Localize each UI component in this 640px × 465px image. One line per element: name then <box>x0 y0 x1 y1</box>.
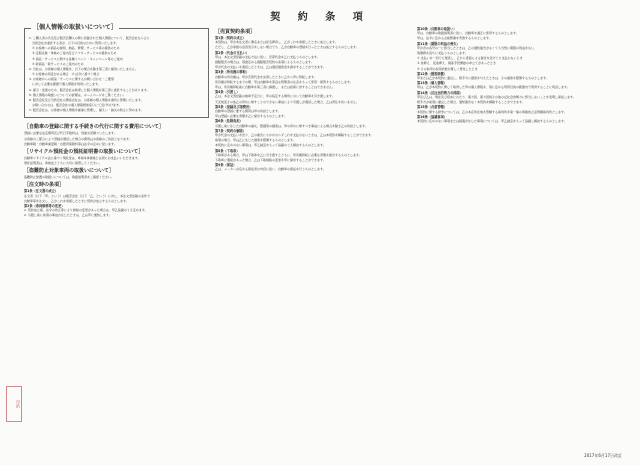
article-line: 甲は登録に必要な書類を乙に提出するものとします。 <box>215 114 287 119</box>
section-line: お客様のご都合により登録が遅延した場合の費用はお客様のご負担となります。 <box>24 136 132 141</box>
section-line: 登録に必要な法定費用及び代行手数料は、別途お見積りいたします。 <box>24 131 117 136</box>
section-heading: ［自動車の登録に関する手続きの代行に関する費用について］ <box>24 124 164 131</box>
article-line: 甲は、法令に定める点検整備を実施するものとします。 <box>417 36 492 41</box>
article-line: ① 支払いを一回でも遅延し、乙から書面による催告を受けても支払わないとき <box>417 56 523 61</box>
privacy-line: ① お客様への商品の説明、納品、修理、サービス等の提供のため <box>29 46 120 51</box>
article-line: 割賦販売の場合は、別途定める割賦販売契約の条項によるものとします。 <box>215 60 314 65</box>
article-line: 甲が次の各号の一に該当したときは、乙の通知催告がなくても当然に期限の利益を失い、 <box>417 45 538 50</box>
privacy-line: 5. 個人情報の取扱いについての詳細は、ホームページをご覧ください。 <box>29 92 126 97</box>
article-title: 第1条（契約の成立） <box>215 36 246 40</box>
privacy-line: ① お客様の同意がある場合 ② 法令に基づく場合 <box>29 72 100 77</box>
page-title: 契 約 条 項 <box>270 12 370 23</box>
article-line: 自動車の登録に要する費用は甲の負担とします。 <box>215 109 281 114</box>
article-line: 残債務を直ちに支払うものとします。 <box>417 51 468 56</box>
article-line: 1. 契約成立後、法令の改正等により価格の変更があった場合は、甲乙協議のうえ定めます。 <box>24 208 148 213</box>
revenue-stamp-box: 印紙 <box>6 386 22 422</box>
article-line: 甲及び乙は、現在及び将来にわたり、暴力団、暴力団員その他の反社会的勢力に該当しないことを表明し保証します。 <box>417 94 576 99</box>
section-line: 自動車税・自動車重量税・自賠責保険料等は法令の定めに従います。 <box>24 141 117 146</box>
privacy-line: 7. 販売会社は、お客様の個人情報を厳重に管理し、漏えい・滅失の防止に努めます。 <box>29 108 144 113</box>
middle-sections <box>215 29 410 172</box>
section-line: 自動車リサイクル法に基づく預託金は、車両本体価格とは別にお支払いいただきます。 <box>24 155 141 160</box>
article-line: 甲または乙が本契約に違反し、相手方に損害を与えたときは、その損害を賠償するものとします。 <box>417 75 549 80</box>
privacy-line: 2. 当社は、お客様の個人情報を、以下の場合を除き第三者に提供いたしません。 <box>29 66 138 71</box>
article-line: 甲は、本注文書記載の支払方法に従い、売買代金を乙に支払うものとします。 <box>215 54 320 59</box>
left-column <box>24 24 209 219</box>
article-line: 乙は、本注文書記載の納車予定日に、甲の指定する場所において自動車を引き渡します。 <box>215 94 335 99</box>
privacy-line: 6. 販売会社及び当該会社の関係会社は、お客様の個人情報を適切に管理いたします。 <box>29 97 144 102</box>
article-line: ② 差押え、仮差押え、破産手続開始の申立てがあったとき <box>417 61 496 66</box>
privacy-box <box>24 24 209 118</box>
article-line: 下取車がある場合、甲は下取車を乙に引き渡すとともに、所有権移転に必要な書類を提出するものとします。 <box>215 152 362 157</box>
article-title: 第2条（代金の支払い） <box>215 50 250 55</box>
article-title: 第5条（登録及び諸費用） <box>215 104 253 109</box>
article-line: 前項の場合、甲は乙に生じた損害を賠償するものとします。 <box>215 138 296 143</box>
article-line: 自動車等を注文し、乙がこれを承諾したときに契約が成立するものとします。 <box>24 198 129 203</box>
article-line: ③ その他甲の信用状態が著しく悪化したとき <box>417 66 478 71</box>
privacy-line: に対して必要な範囲で個人情報を利用いたします。 <box>29 82 101 87</box>
privacy-line: 4. 提示・送達のため、販売会社は取得した個人情報を第三者に委託することがあります。 <box>29 87 150 92</box>
left-sections <box>24 124 209 179</box>
article-title: 第2条（車両価格等の変更） <box>24 203 65 208</box>
order-clauses <box>24 182 209 217</box>
article-line: ただし、乙が承諾の意思表示をしない場合でも、乙が自動車の登録を行ったときは成立するものとします。 <box>215 45 359 50</box>
article-title: 第15条（合意管轄） <box>417 105 447 110</box>
article-line: 乙は、メーカーが定める保証書の内容に従い、自動車の保証を行うものとします。 <box>215 167 326 172</box>
right-sections <box>417 27 622 123</box>
revision-date: 2017年6月17日改訂 <box>584 453 622 458</box>
article-title: 第8条（下取車） <box>215 148 240 153</box>
article-line: 本契約に定めのない事項または疑義が生じた事項については、甲乙誠意をもって協議し解決するものとします。 <box>417 118 567 123</box>
article-line: 2. 引渡し前に前項の事由が生じたときは、乙は甲に通知します。 <box>24 213 112 218</box>
privacy-line: ③ 商品・サービスに関する各種イベント・キャンペーン等のご案内 <box>29 56 123 61</box>
article-title: 第7条（契約の解除） <box>215 128 246 133</box>
article-title: 第14条（反社会的勢力の排除） <box>417 90 463 95</box>
order-heading: ［注文時の条項］ <box>24 182 65 189</box>
privacy-line: 当該会社が委託する者が、以下の目的のために利用いたします。 <box>29 41 119 46</box>
article-title: 第11条（期限の利益の喪失） <box>417 41 460 46</box>
article-line: 本契約に定めのない事項は、甲乙誠意をもって協議のうえ解決するものとします。 <box>215 143 326 148</box>
article-line: 甲が代金の支払いを遅延したときは、乙は遅延損害金を請求することができます。 <box>215 65 326 70</box>
article-line: 自動車の所有権は、甲が売買代金を完済したときに乙から甲に移転します。 <box>215 74 317 79</box>
article-line: 下取車に瑕疵があった場合、乙は下取価格の変更を甲に請求することができます。 <box>215 158 326 163</box>
article-title: 第12条（損害賠償） <box>417 71 447 76</box>
privacy-line: お問い合わせは、販売会社の個人情報相談窓口にて受け付けます。 <box>29 103 122 108</box>
privacy-body <box>29 36 204 112</box>
section-line: 預託証明書は、車検証とともに大切に保管してください。 <box>24 160 103 165</box>
article-title: 第4条（引渡し） <box>215 90 240 95</box>
article-line: 天災地変その他乙の責めに帰すことのできない事由により引渡しが遅延した場合、乙は責任を負いません。 <box>215 99 360 104</box>
article-title: 第10条（自動車の取扱い） <box>417 27 457 31</box>
middle-column <box>215 26 410 173</box>
article-line: 本契約に関する紛争については、乙の本店所在地を管轄する裁判所を第一審の専属的合意管轄裁判所とします。 <box>417 109 567 114</box>
article-line: 甲は、自動車の取扱説明書に従い、自動車を適正に使用するものとします。 <box>417 31 519 36</box>
article-title: 第6条（危険負担） <box>215 119 243 124</box>
article-title: 第1条（注文書の成立） <box>24 189 59 194</box>
article-title: 第9条（保証） <box>215 163 237 168</box>
article-line: 甲は、乙が本契約に関して取得した甲の個人情報を、別に定める利用目的の範囲内で利用することに同意します。 <box>417 85 570 90</box>
section-heading: ［リサイクル預託金の預託証明書の取扱いについて］ <box>24 148 144 155</box>
privacy-line: ④ 新商品・新サービスのご案内のため <box>29 61 84 66</box>
section-heading: ［売買契約条項］ <box>215 29 256 35</box>
privacy-line: 1. ご購入者の氏名及び販売店購入の際に記載された個人情報について、販売会社ならびに <box>29 36 150 40</box>
article-line: 所有権が移転するまでの間、甲は自動車を善良な管理者の注意をもって使用・保管するものとします。 <box>215 79 353 84</box>
article-line: 本契約は、甲が本注文書に署名または記名押印し、乙がこれを承諾したときに成立します。 <box>215 40 338 45</box>
article-title: 第3条（所有権の移転） <box>215 70 250 75</box>
article-line: 甲は、所有権移転前に自動車を第三者に譲渡し、または担保に供することはできません。 <box>215 84 336 89</box>
section-heading: ［盗難防止対象車両の取扱いについて］ <box>24 168 114 175</box>
section-line: 盗難防止装置の取扱いについては、取扱説明書をご確認ください。 <box>24 175 114 180</box>
privacy-line: ② 定期点検・車検のご案内及びアフターサービスの提供のため <box>29 51 117 56</box>
article-line: 甲が代金の支払いを怠り、乙の催告にもかかわらずこれを支払わないときは、乙は本契約を解除することができます。 <box>215 133 374 138</box>
right-column <box>417 26 622 124</box>
privacy-line: 3. お客様からの商品・サービスに関するお問い合わせ・ご要望 <box>29 77 114 82</box>
article-line: 注文者（以下「甲」という）は販売会社（以下「乙」という）に対し、本注文書記載の条件で <box>24 193 151 198</box>
article-title: 第16条（協議事項） <box>417 114 447 119</box>
article-title: 第13条（個人情報） <box>417 81 447 86</box>
article-line: 相手方が前項に違反した場合、通知催告なく本契約を解除することができます。 <box>417 100 525 105</box>
article-line: 引渡し前に生じた自動車の滅失、毀損等の損害は、甲の責めに帰すべき事由による場合を除き乙の負担とします。 <box>215 123 368 128</box>
privacy-heading: ［個人情報の取扱いについて］ <box>33 24 117 31</box>
